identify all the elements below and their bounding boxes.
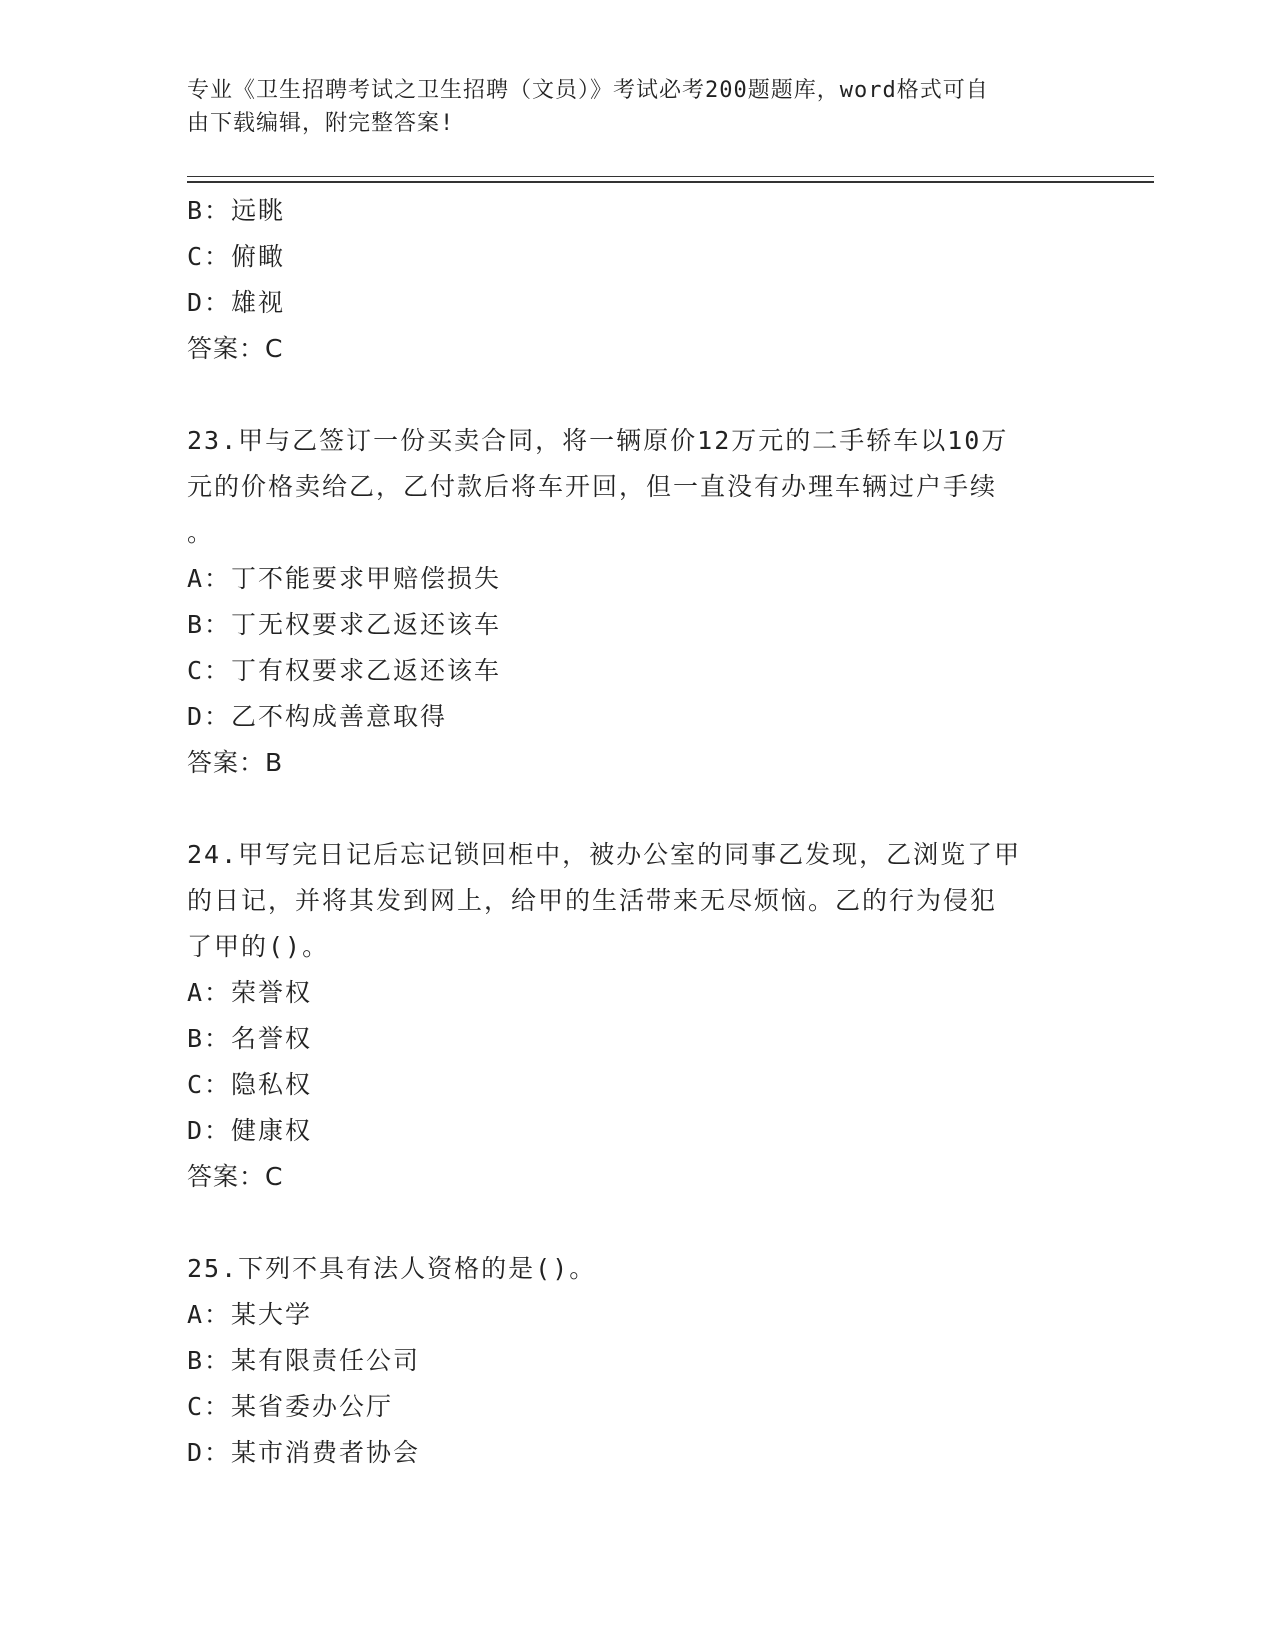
question-24 <box>187 832 1087 1200</box>
option-b: B：某有限责任公司 <box>187 1346 421 1375</box>
header-divider-thin <box>187 176 1154 177</box>
question-text-line: 23.甲与乙签订一份买卖合同，将一辆原价12万元的二手轿车以10万 <box>187 426 1009 455</box>
option-a: A：某大学 <box>187 1300 313 1329</box>
answer-line: 答案：C <box>187 1162 284 1191</box>
question-22-continued <box>187 188 1087 372</box>
option-d: D：雄视 <box>187 288 286 317</box>
header-line-2: 由下载编辑，附完整答案! <box>187 111 455 136</box>
option-d: D：健康权 <box>187 1116 313 1145</box>
option-a: A：丁不能要求甲赔偿损失 <box>187 564 502 593</box>
option-d: D：某市消费者协会 <box>187 1438 421 1467</box>
option-a: A：荣誉权 <box>187 978 313 1007</box>
spacer <box>187 786 1087 832</box>
option-b: B：丁无权要求乙返还该车 <box>187 610 502 639</box>
option-d: D：乙不构成善意取得 <box>187 702 448 731</box>
question-text-line: 的日记，并将其发到网上，给甲的生活带来无尽烦恼。乙的行为侵犯 <box>187 886 998 915</box>
spacer <box>187 1200 1087 1246</box>
spacer <box>187 372 1087 418</box>
question-25 <box>187 1246 1087 1476</box>
answer-line: 答案：B <box>187 748 284 777</box>
header-divider-thick <box>187 181 1154 183</box>
option-c: C：俯瞰 <box>187 242 286 271</box>
question-text-line: 25.下列不具有法人资格的是()。 <box>187 1254 597 1283</box>
answer-line: 答案：C <box>187 334 284 363</box>
document-header <box>187 74 1067 140</box>
option-b: B：名誉权 <box>187 1024 313 1053</box>
option-b: B：远眺 <box>187 196 286 225</box>
option-c: C：丁有权要求乙返还该车 <box>187 656 502 685</box>
question-text-line: 元的价格卖给乙，乙付款后将车开回，但一直没有办理车辆过户手续 <box>187 472 998 501</box>
option-c: C：隐私权 <box>187 1070 313 1099</box>
question-list <box>187 188 1087 1476</box>
question-text-line: 24.甲写完日记后忘记锁回柜中，被办公室的同事乙发现，乙浏览了甲 <box>187 840 1022 869</box>
option-c: C：某省委办公厅 <box>187 1392 394 1421</box>
header-line-1: 专业《卫生招聘考试之卫生招聘（文员）》考试必考200题题库，word格式可自 <box>187 78 989 103</box>
question-text-line: 了甲的()。 <box>187 932 330 961</box>
question-text-line: 。 <box>187 518 215 547</box>
question-23 <box>187 418 1087 786</box>
